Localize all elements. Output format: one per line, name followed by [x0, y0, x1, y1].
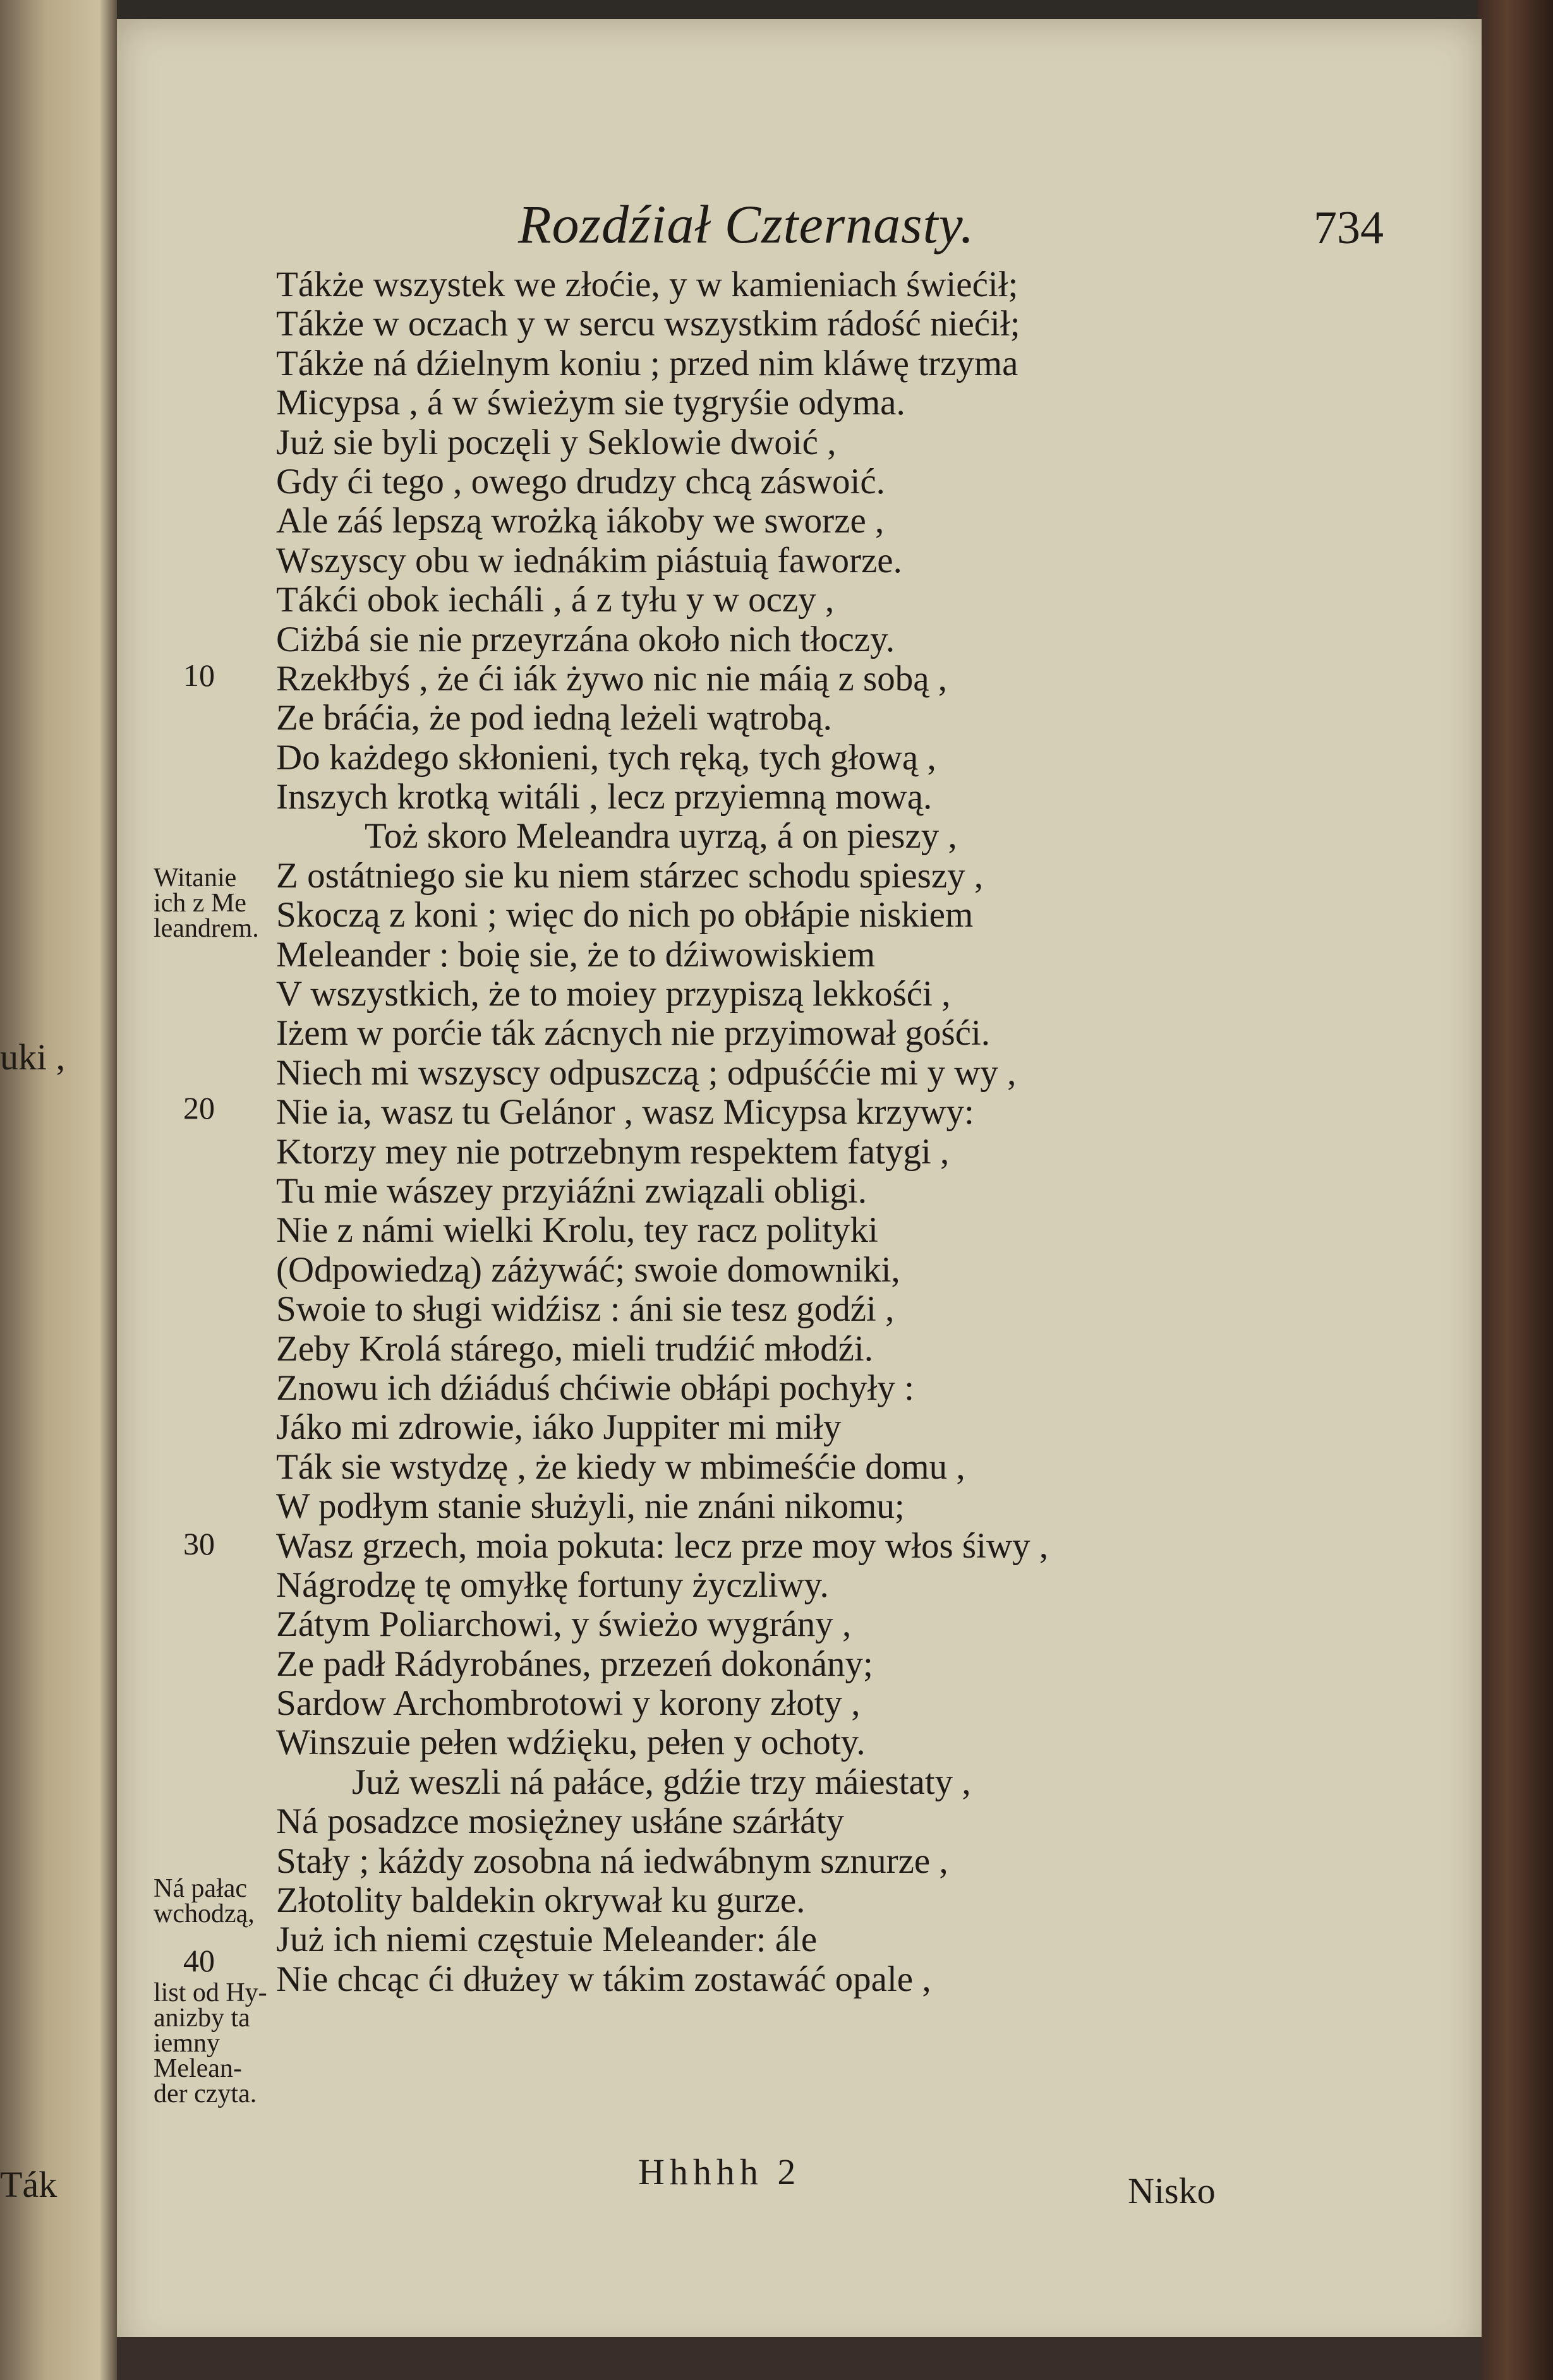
verse-line: Złotolity baldekin okrywał ku gurze. — [276, 1880, 806, 1921]
verse-line: Nágrodzę tę omyłkę fortuny życzliwy. — [276, 1565, 829, 1605]
verse-line: Ták sie wstydzę , że kiedy w mbimeśćie domu , — [276, 1446, 965, 1487]
verse-line: Jáko mi zdrowie, iáko Juppiter mi miły — [276, 1407, 842, 1448]
verse-line: Zátym Poliarchowi, y świeżo wygrány , — [276, 1604, 852, 1645]
verse-line: Ciżbá sie nie przeyrzána około nich tłoczy. — [276, 619, 895, 659]
line-number: 10 — [183, 658, 215, 693]
verse-line: Tákże ná dźielnym koniu ; przed nim kláwę trzyma — [276, 343, 1018, 383]
verse-line: Ze padł Rádyrobánes, przezeń dokonány; — [276, 1644, 873, 1684]
verse-line: Gdy ći tego , owego drudzy chcą záswoić. — [276, 461, 885, 502]
verse-text — [276, 265, 1312, 1999]
verse-line: Ktorzy mey nie potrzebnym respektem fatygi , — [276, 1131, 950, 1172]
verse-line: Tu mie wászey przyiáźni związali obligi. — [276, 1170, 867, 1211]
line-number: 40 — [183, 1943, 215, 1978]
verse-line: Ze bráćia, że pod iedną leżeli wątrobą. — [276, 698, 832, 738]
verse-line: (Odpowiedzą) záżywáć; swoie domowniki, — [276, 1249, 900, 1290]
book-page — [117, 19, 1482, 2356]
verse-line: Skoczą z koni ; więc do nich po obłápie niskiem — [276, 895, 974, 935]
verse-line: Tákże wszystek we złoćie, y w kamieniach świećił; — [276, 265, 1018, 304]
line-number: 20 — [183, 1090, 215, 1126]
verse-line: Już sie byli poczęli y Seklowie dwoić , — [276, 422, 837, 462]
verse-line: Meleander : boię sie, że to dźiwowiskiem — [276, 934, 876, 975]
verse-line: Sardow Archombrotowi y korony złoty , — [276, 1683, 861, 1724]
verse-line: Micypsa , á w świeżym sie tygryśie odyma. — [276, 383, 905, 423]
verse-line: Inszych krotką witáli , lecz przyiemną mową. — [276, 777, 933, 817]
marginal-note: Witanie ich z Me leandrem. — [154, 863, 259, 943]
marginal-note: list od Hy- anizby ta iemny Melean- der czyta. — [154, 1978, 267, 2108]
verse-line: Już weszli ná pałáce, gdźie trzy máiestaty , — [352, 1762, 971, 1802]
verse-line: Iżem w porćie ták zácnych nie przyimował gośći. — [276, 1013, 991, 1054]
page-bottom-edge — [117, 2337, 1482, 2380]
verse-line: Niech mi wszyscy odpuszczą ; odpuśććie mi y wy , — [276, 1052, 1017, 1093]
verse-line: Znowu ich dźiáduś chćiwie obłápi pochyły : — [276, 1367, 914, 1408]
verse-line: Do każdego skłonieni, tych ręką, tych głową , — [276, 737, 936, 778]
page-header — [518, 193, 1384, 268]
verse-line: Rzekłbyś , że ći iák żywo nic nie máią z sobą , — [276, 658, 948, 699]
verse-line: Nie ia, wasz tu Gelánor , wasz Micypsa krzywy: — [276, 1092, 974, 1133]
marginal-note: Ná pałac wchodzą, — [154, 1874, 255, 1928]
left-page-text-fragment: uki , — [0, 1037, 66, 1078]
verse-line: Tákći obok iecháli , á z tyłu y w oczy , — [276, 580, 835, 620]
catchword: Nisko — [1128, 2170, 1216, 2211]
page-number: 734 — [1314, 202, 1384, 254]
line-number: 30 — [183, 1526, 215, 1561]
verse-line: V wszystkich, że to moiey przypiszą lekkośći , — [276, 974, 951, 1014]
signature-mark: Hhhhh 2 — [638, 2151, 801, 2192]
verse-line: W podłym stanie służyli, nie znáni nikomu; — [276, 1486, 905, 1527]
verse-line: Wasz grzech, moia pokuta: lecz prze moy włos śiwy , — [276, 1525, 1049, 1566]
verse-line: Z ostátniego sie ku niem stárzec schodu spieszy , — [276, 855, 984, 896]
verse-line: Zeby Krolá stárego, mieli trudźić młodźi. — [276, 1328, 873, 1369]
verse-line: Stały ; káżdy zosobna ná iedwábnym sznurze , — [276, 1841, 948, 1881]
verse-line: Już ich niemi częstuie Meleander: ále — [276, 1920, 818, 1960]
verse-line: Nie chcąc ći dłużey w tákim zostawáć opale , — [276, 1959, 931, 1999]
verse-line: Nie z námi wielki Krolu, tey racz polityki — [276, 1210, 878, 1251]
verse-line: Tákże w oczach y w sercu wszystkim rádość niećił; — [276, 304, 1020, 344]
verse-line: Toż skoro Meleandra uyrzą, á on pieszy , — [365, 816, 957, 856]
verse-line: Swoie to sługi widźisz : áni sie tesz godźi , — [276, 1289, 895, 1330]
book-cover-edge — [1477, 0, 1553, 2380]
verse-line: Winszuie pełen wdźięku, pełen y ochoty. — [276, 1722, 866, 1763]
verse-line: Ná posadzce mosiężney usłáne szárłáty — [276, 1801, 844, 1842]
left-page-edge — [0, 0, 117, 2380]
verse-line: Ale záś lepszą wrożką iákoby we sworze , — [276, 501, 885, 541]
verse-line: Wszyscy obu w iednákim piástuią faworze. — [276, 540, 902, 580]
left-page-text-fragment: Ták — [0, 2164, 57, 2205]
running-title: Rozdźiał Czternasty. — [518, 194, 975, 255]
